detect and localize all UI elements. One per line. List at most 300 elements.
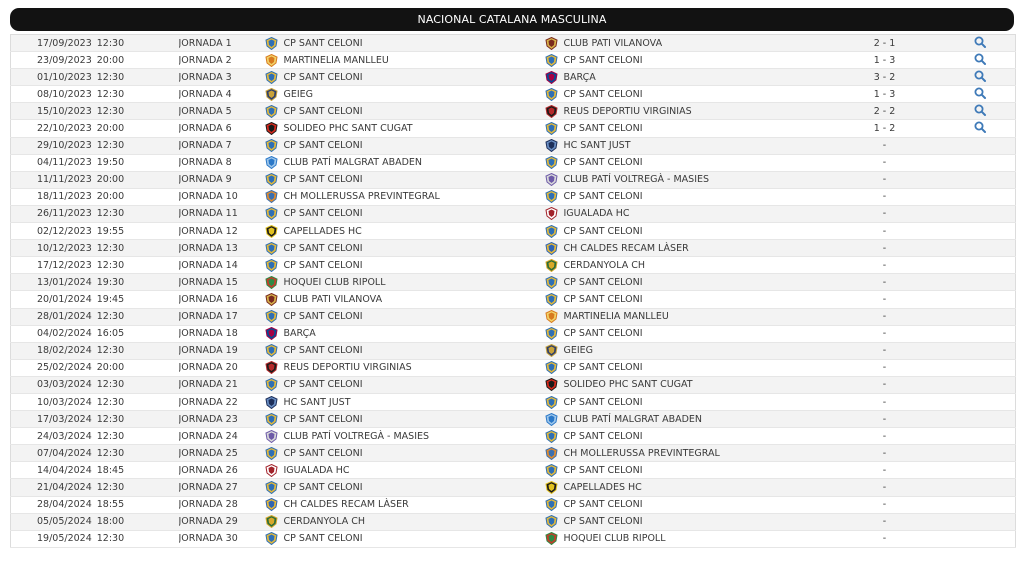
home-team-cell: [265, 411, 545, 428]
home-team-name: CP SANT CELONI: [283, 379, 363, 391]
away-team-cell: [545, 376, 825, 393]
sant-celoni-crest-icon: [265, 207, 278, 220]
match-round: JORNADA 16: [178, 293, 238, 305]
sant-celoni-crest-icon: [545, 361, 558, 374]
match-row: [11, 69, 1016, 86]
home-team: [265, 54, 545, 67]
match-score-cell: [825, 513, 945, 530]
away-team-name: CLUB PATÍ VOLTREGÀ - MASIES: [563, 174, 710, 186]
match-round: JORNADA 15: [178, 276, 238, 288]
home-team-cell: [265, 240, 545, 257]
cerdanyola-crest-icon: [545, 259, 558, 272]
manlleu-crest-icon: [545, 310, 558, 323]
away-team: [545, 447, 825, 460]
match-round: JORNADA 8: [178, 157, 232, 169]
match-round-cell: [179, 223, 265, 240]
away-team-cell: [545, 52, 825, 69]
away-team-name: CP SANT CELONI: [563, 123, 643, 135]
sant-celoni-crest-icon: [265, 447, 278, 460]
match-score-cell: [825, 342, 945, 359]
home-team: [265, 532, 545, 545]
search-icon[interactable]: [974, 121, 986, 133]
match-date: 26/11/2023: [37, 208, 92, 220]
match-row: [11, 137, 1016, 154]
match-score: -: [882, 464, 887, 476]
away-team-cell: [545, 291, 825, 308]
away-team-name: CAPELLADES HC: [563, 481, 642, 493]
home-team-name: SOLIDEO PHC SANT CUGAT: [283, 123, 413, 135]
away-team-name: CP SANT CELONI: [563, 464, 643, 476]
match-round: JORNADA 29: [178, 516, 238, 528]
barca-crest-icon: [265, 327, 278, 340]
match-score: -: [882, 345, 887, 357]
away-team: [545, 464, 825, 477]
match-score: -: [882, 533, 887, 545]
search-icon[interactable]: [974, 104, 986, 116]
home-team-cell: [265, 35, 545, 52]
match-date: 29/10/2023: [37, 140, 92, 152]
match-time: 19:55: [96, 225, 125, 237]
match-date: 19/05/2024: [37, 533, 92, 545]
sant-celoni-crest-icon: [265, 378, 278, 391]
vilanova-crest-icon: [545, 37, 558, 50]
match-round: JORNADA 22: [178, 396, 238, 408]
away-team: [545, 190, 825, 203]
away-team-cell: [545, 411, 825, 428]
match-date: 02/12/2023: [37, 225, 92, 237]
away-team: [545, 259, 825, 272]
away-team: [545, 327, 825, 340]
match-time: 12:30: [96, 71, 125, 83]
home-team-name: BARÇA: [283, 328, 316, 340]
home-team-name: HC SANT JUST: [283, 396, 351, 408]
match-round: JORNADA 14: [178, 259, 238, 271]
home-team-cell: [265, 513, 545, 530]
match-datetime-cell: [11, 223, 179, 240]
away-team-name: SOLIDEO PHC SANT CUGAT: [563, 379, 693, 391]
away-team-name: GEIEG: [563, 345, 594, 357]
match-date: 21/04/2024: [37, 481, 92, 493]
ripoll-crest-icon: [265, 276, 278, 289]
match-row: [11, 291, 1016, 308]
match-score-cell: [825, 479, 945, 496]
igualada-crest-icon: [545, 207, 558, 220]
home-team-cell: [265, 376, 545, 393]
match-score-cell: [825, 530, 945, 547]
match-row: [11, 462, 1016, 479]
away-team-name: CP SANT CELONI: [563, 88, 643, 100]
away-team-cell: [545, 205, 825, 222]
match-score-cell: [825, 274, 945, 291]
away-team-name: CP SANT CELONI: [563, 293, 643, 305]
match-round-cell: [179, 154, 265, 171]
away-team-name: CERDANYOLA CH: [563, 259, 646, 271]
match-detail-cell: [945, 154, 1016, 171]
away-team-cell: [545, 342, 825, 359]
match-datetime-cell: [11, 496, 179, 513]
match-detail-cell: [945, 240, 1016, 257]
match-detail-cell: [945, 428, 1016, 445]
match-round: JORNADA 23: [178, 413, 238, 425]
match-row: [11, 223, 1016, 240]
match-date: 20/01/2024: [37, 293, 92, 305]
match-time: 12:30: [96, 37, 125, 49]
home-team-name: CLUB PATÍ VOLTREGÀ - MASIES: [283, 430, 430, 442]
match-round-cell: [179, 35, 265, 52]
match-datetime-cell: [11, 86, 179, 103]
match-row: [11, 274, 1016, 291]
match-detail-cell: [945, 445, 1016, 462]
away-team-name: CP SANT CELONI: [563, 430, 643, 442]
away-team: [545, 173, 825, 186]
sant-celoni-crest-icon: [545, 54, 558, 67]
match-score: -: [882, 328, 887, 340]
match-score-cell: [825, 462, 945, 479]
match-detail-cell: [945, 530, 1016, 547]
match-date: 07/04/2024: [37, 447, 92, 459]
match-round-cell: [179, 274, 265, 291]
sant-celoni-crest-icon: [545, 430, 558, 443]
geieg-crest-icon: [265, 88, 278, 101]
match-detail-cell: [945, 274, 1016, 291]
match-detail-cell: [945, 205, 1016, 222]
away-team-name: HC SANT JUST: [563, 140, 631, 152]
match-score: -: [882, 481, 887, 493]
away-team-cell: [545, 137, 825, 154]
match-score-cell: [825, 188, 945, 205]
sant-celoni-crest-icon: [265, 173, 278, 186]
home-team-cell: [265, 479, 545, 496]
match-detail-cell: [945, 137, 1016, 154]
match-row: [11, 376, 1016, 393]
match-round: JORNADA 7: [178, 140, 232, 152]
match-time: 12:30: [96, 105, 125, 117]
match-detail-cell: [945, 188, 1016, 205]
sant-celoni-crest-icon: [265, 105, 278, 118]
match-score-cell: [825, 223, 945, 240]
match-score: -: [882, 362, 887, 374]
away-team-name: CP SANT CELONI: [563, 362, 643, 374]
away-team: [545, 430, 825, 443]
match-time: 12:30: [96, 242, 125, 254]
sant-celoni-crest-icon: [265, 37, 278, 50]
match-detail-cell: [945, 308, 1016, 325]
home-team: [265, 207, 545, 220]
match-date: 17/03/2024: [37, 413, 92, 425]
sant-celoni-crest-icon: [545, 293, 558, 306]
match-date: 04/11/2023: [37, 157, 92, 169]
match-detail-cell: [945, 393, 1016, 410]
match-row: [11, 428, 1016, 445]
match-score-cell: [825, 325, 945, 342]
match-score-cell: [825, 445, 945, 462]
capellades-crest-icon: [545, 481, 558, 494]
home-team-name: CLUB PATI VILANOVA: [283, 293, 383, 305]
match-date: 17/09/2023: [37, 37, 92, 49]
home-team-name: CP SANT CELONI: [283, 105, 363, 117]
match-score: 1 - 2: [873, 123, 896, 135]
away-team: [545, 242, 825, 255]
home-team-cell: [265, 462, 545, 479]
home-team: [265, 481, 545, 494]
match-row: [11, 240, 1016, 257]
home-team: [265, 88, 545, 101]
away-team-name: CH MOLLERUSSA PREVINTEGRAL: [563, 447, 720, 459]
match-datetime-cell: [11, 257, 179, 274]
match-round: JORNADA 24: [178, 430, 238, 442]
match-row: [11, 513, 1016, 530]
match-score: -: [882, 276, 887, 288]
match-time: 12:30: [96, 430, 125, 442]
sant-celoni-crest-icon: [265, 344, 278, 357]
match-datetime-cell: [11, 240, 179, 257]
away-team-name: IGUALADA HC: [563, 208, 630, 220]
sant-celoni-crest-icon: [545, 122, 558, 135]
sant-celoni-crest-icon: [545, 190, 558, 203]
match-datetime-cell: [11, 325, 179, 342]
match-datetime-cell: [11, 205, 179, 222]
match-round-cell: [179, 513, 265, 530]
match-date: 13/01/2024: [37, 276, 92, 288]
home-team-name: CP SANT CELONI: [283, 311, 363, 323]
fixtures-table-body: [11, 35, 1016, 548]
away-team: [545, 139, 825, 152]
sant-celoni-crest-icon: [545, 225, 558, 238]
match-detail-cell: [945, 325, 1016, 342]
match-datetime-cell: [11, 376, 179, 393]
match-row: [11, 530, 1016, 547]
home-team-name: CP SANT CELONI: [283, 242, 363, 254]
match-round-cell: [179, 325, 265, 342]
match-time: 19:45: [96, 293, 125, 305]
vilanova-crest-icon: [265, 293, 278, 306]
match-datetime-cell: [11, 479, 179, 496]
away-team-cell: [545, 120, 825, 137]
away-team: [545, 122, 825, 135]
match-round: JORNADA 28: [178, 499, 238, 511]
sant-celoni-crest-icon: [265, 481, 278, 494]
away-team-name: CP SANT CELONI: [563, 396, 643, 408]
match-detail-cell[interactable]: [945, 35, 1016, 52]
away-team: [545, 310, 825, 323]
home-team: [265, 242, 545, 255]
match-datetime-cell: [11, 120, 179, 137]
sant-celoni-crest-icon: [265, 413, 278, 426]
match-datetime-cell: [11, 342, 179, 359]
match-detail-cell: [945, 479, 1016, 496]
match-detail-cell[interactable]: [945, 69, 1016, 86]
match-detail-cell: [945, 171, 1016, 188]
match-score-cell: [825, 103, 945, 120]
match-round-cell: [179, 496, 265, 513]
match-detail-cell: [945, 411, 1016, 428]
match-datetime-cell: [11, 393, 179, 410]
match-time: 12:30: [96, 311, 125, 323]
match-round-cell: [179, 257, 265, 274]
match-score-cell: [825, 496, 945, 513]
match-detail-cell[interactable]: [945, 103, 1016, 120]
match-time: 20:00: [96, 362, 125, 374]
home-team-cell: [265, 291, 545, 308]
match-datetime-cell: [11, 445, 179, 462]
home-team-name: CP SANT CELONI: [283, 413, 363, 425]
match-datetime-cell: [11, 188, 179, 205]
search-icon[interactable]: [974, 70, 986, 82]
match-score: -: [882, 379, 887, 391]
away-team: [545, 413, 825, 426]
home-team-cell: [265, 325, 545, 342]
match-row: [11, 171, 1016, 188]
home-team: [265, 139, 545, 152]
home-team: [265, 498, 545, 511]
match-time: 12:30: [96, 379, 125, 391]
match-round-cell: [179, 308, 265, 325]
match-time: 18:55: [96, 499, 125, 511]
home-team-cell: [265, 154, 545, 171]
match-datetime-cell: [11, 308, 179, 325]
away-team-cell: [545, 308, 825, 325]
match-score-cell: [825, 154, 945, 171]
search-icon[interactable]: [974, 87, 986, 99]
away-team-name: REUS DEPORTIU VIRGINIAS: [563, 105, 692, 117]
match-time: 19:50: [96, 157, 125, 169]
malgrat-crest-icon: [265, 156, 278, 169]
home-team-name: CP SANT CELONI: [283, 71, 363, 83]
away-team-cell: [545, 479, 825, 496]
match-time: 12:30: [96, 88, 125, 100]
match-date: 28/04/2024: [37, 499, 92, 511]
match-time: 18:45: [96, 464, 125, 476]
match-datetime-cell: [11, 428, 179, 445]
match-round-cell: [179, 52, 265, 69]
match-detail-cell: [945, 513, 1016, 530]
match-row: [11, 188, 1016, 205]
match-detail-cell[interactable]: [945, 52, 1016, 69]
match-datetime-cell: [11, 359, 179, 376]
match-row: [11, 120, 1016, 137]
match-score-cell: [825, 308, 945, 325]
competition-title: NACIONAL CATALANA MASCULINA: [417, 13, 607, 26]
match-round-cell: [179, 393, 265, 410]
match-round: JORNADA 2: [178, 54, 232, 66]
home-team: [265, 310, 545, 323]
match-row: [11, 479, 1016, 496]
home-team: [265, 105, 545, 118]
away-team-cell: [545, 393, 825, 410]
match-score: -: [882, 396, 887, 408]
home-team-name: CP SANT CELONI: [283, 533, 363, 545]
sant-celoni-crest-icon: [545, 396, 558, 409]
away-team-cell: [545, 154, 825, 171]
sant-celoni-crest-icon: [545, 327, 558, 340]
match-row: [11, 52, 1016, 69]
away-team-cell: [545, 223, 825, 240]
away-team: [545, 378, 825, 391]
home-team: [265, 293, 545, 306]
away-team: [545, 276, 825, 289]
match-round: JORNADA 27: [178, 481, 238, 493]
home-team: [265, 276, 545, 289]
home-team-cell: [265, 308, 545, 325]
match-score-cell: [825, 359, 945, 376]
home-team-cell: [265, 205, 545, 222]
home-team-name: CAPELLADES HC: [283, 225, 362, 237]
match-score-cell: [825, 411, 945, 428]
sant-celoni-crest-icon: [545, 498, 558, 511]
home-team-cell: [265, 188, 545, 205]
home-team-name: CP SANT CELONI: [283, 37, 363, 49]
away-team-name: CP SANT CELONI: [563, 225, 643, 237]
away-team-name: MARTINELIA MANLLEU: [563, 311, 669, 323]
match-detail-cell: [945, 257, 1016, 274]
match-round-cell: [179, 342, 265, 359]
home-team-name: GEIEG: [283, 88, 314, 100]
away-team: [545, 293, 825, 306]
search-icon[interactable]: [974, 53, 986, 65]
match-row: [11, 445, 1016, 462]
reus-crest-icon: [265, 361, 278, 374]
home-team-cell: [265, 86, 545, 103]
home-team: [265, 361, 545, 374]
match-score-cell: [825, 428, 945, 445]
match-date: 22/10/2023: [37, 123, 92, 135]
away-team: [545, 396, 825, 409]
home-team-name: CLUB PATÍ MALGRAT ABADEN: [283, 157, 423, 169]
match-round: JORNADA 3: [178, 71, 232, 83]
match-detail-cell: [945, 223, 1016, 240]
match-row: [11, 154, 1016, 171]
match-row: [11, 103, 1016, 120]
match-score: -: [882, 157, 887, 169]
home-team-name: CP SANT CELONI: [283, 140, 363, 152]
cerdanyola-crest-icon: [265, 515, 278, 528]
match-time: 12:30: [96, 259, 125, 271]
away-team-name: CP SANT CELONI: [563, 328, 643, 340]
sant-celoni-crest-icon: [545, 464, 558, 477]
away-team-name: CP SANT CELONI: [563, 157, 643, 169]
match-datetime-cell: [11, 137, 179, 154]
match-date: 18/11/2023: [37, 191, 92, 203]
match-score: 2 - 2: [873, 105, 896, 117]
home-team-name: IGUALADA HC: [283, 464, 350, 476]
match-score: -: [882, 430, 887, 442]
match-score: 2 - 1: [873, 37, 896, 49]
away-team-name: BARÇA: [563, 71, 596, 83]
match-detail-cell[interactable]: [945, 120, 1016, 137]
search-icon[interactable]: [974, 36, 986, 48]
match-row: [11, 308, 1016, 325]
home-team-cell: [265, 137, 545, 154]
home-team-cell: [265, 428, 545, 445]
match-round: JORNADA 19: [178, 345, 238, 357]
match-round-cell: [179, 240, 265, 257]
away-team-cell: [545, 462, 825, 479]
fixtures-table: [10, 34, 1016, 548]
match-round-cell: [179, 137, 265, 154]
home-team-cell: [265, 445, 545, 462]
home-team-name: CH CALDES RECAM LÀSER: [283, 499, 409, 511]
match-round-cell: [179, 86, 265, 103]
match-time: 18:00: [96, 516, 125, 528]
away-team-name: CH CALDES RECAM LÀSER: [563, 242, 689, 254]
home-team: [265, 37, 545, 50]
malgrat-crest-icon: [545, 413, 558, 426]
match-detail-cell[interactable]: [945, 86, 1016, 103]
match-round-cell: [179, 103, 265, 120]
match-row: [11, 359, 1016, 376]
sant-celoni-crest-icon: [265, 310, 278, 323]
match-date: 01/10/2023: [37, 71, 92, 83]
